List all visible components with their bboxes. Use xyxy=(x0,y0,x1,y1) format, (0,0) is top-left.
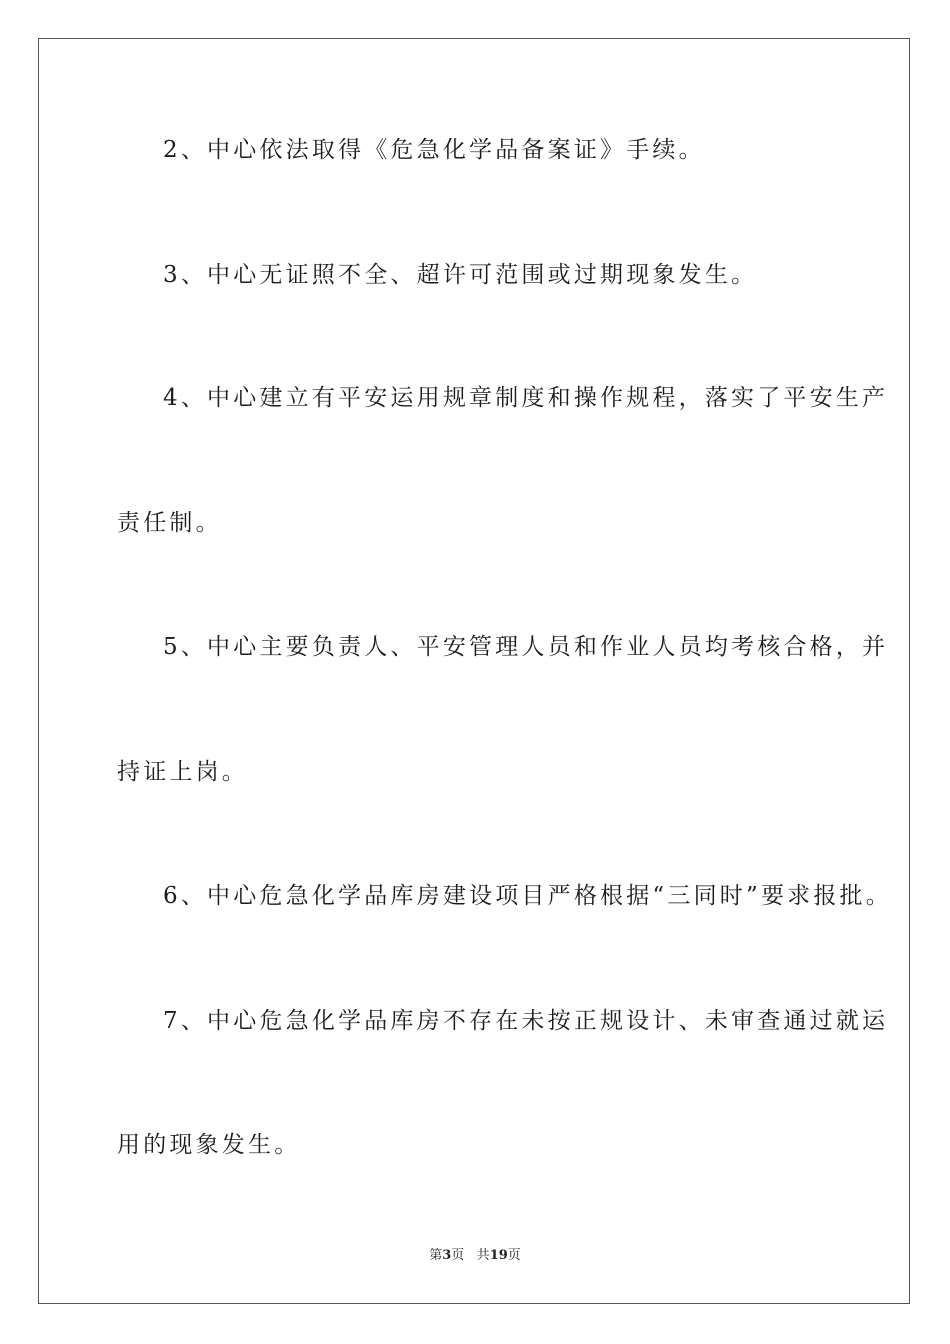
page-footer xyxy=(0,1247,950,1265)
paragraph-item-5-line-2: 持证上岗。 xyxy=(117,759,248,785)
paragraph-item-7-line-1: 7、中心危急化学品库房不存在未按正规设计、未审查通过就运 xyxy=(163,1008,889,1034)
paragraph-item-4-line-1: 4、中心建立有平安运用规章制度和操作规程，落实了平安生产 xyxy=(163,385,889,411)
paragraph-item-4-line-2: 责任制。 xyxy=(117,510,222,536)
footer-total-suffix: 页 xyxy=(507,1248,521,1263)
footer-page-suffix: 页 xyxy=(451,1248,465,1263)
footer-page-prefix: 第 xyxy=(429,1248,443,1263)
paragraph-item-5-line-1: 5、中心主要负责人、平安管理人员和作业人员均考核合格，并 xyxy=(163,634,889,660)
footer-current-page: 3 xyxy=(442,1248,452,1263)
footer-total-pages: 19 xyxy=(489,1248,508,1263)
paragraph-item-2: 2、中心依法取得《危急化学品备案证》手续。 xyxy=(163,137,705,163)
page-border xyxy=(38,38,910,1304)
paragraph-item-3: 3、中心无证照不全、超许可范围或过期现象发生。 xyxy=(163,262,758,288)
paragraph-item-7-line-2: 用的现象发生。 xyxy=(117,1132,301,1158)
paragraph-item-6: 6、中心危急化学品库房建设项目严格根据“三同时”要求报批。 xyxy=(163,883,892,909)
footer-total-prefix: 共 xyxy=(476,1248,490,1263)
